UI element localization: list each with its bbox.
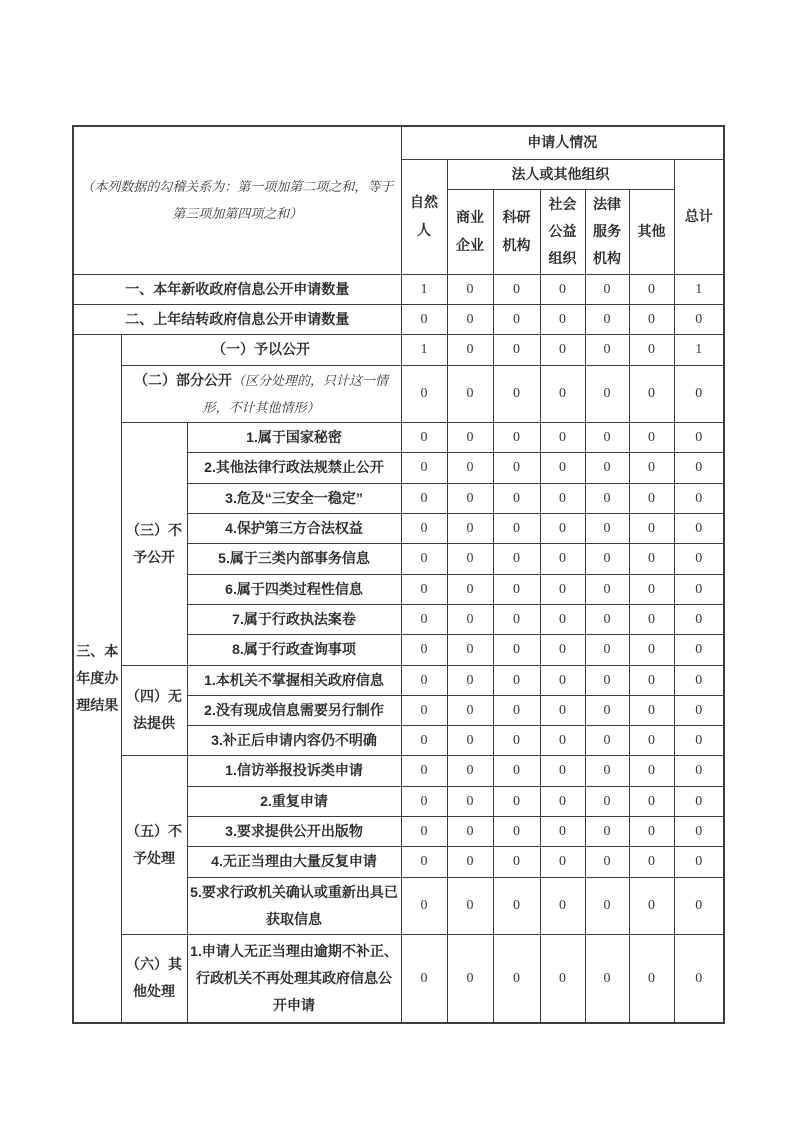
value-cell: 0 — [401, 786, 447, 816]
disclosure-application-table — [72, 125, 725, 1024]
value-cell: 0 — [629, 274, 674, 304]
value-cell: 0 — [493, 726, 540, 756]
row-label: （一）予以公开 — [121, 335, 401, 365]
group-label-not-disclosed: （三）不予公开 — [121, 423, 187, 665]
value-cell: 0 — [447, 604, 493, 634]
value-cell: 0 — [401, 635, 447, 665]
value-cell: 0 — [674, 756, 724, 786]
row-label: 5.属于三类内部事务信息 — [187, 544, 401, 574]
row-label: 1.属于国家秘密 — [187, 423, 401, 453]
value-cell: 0 — [629, 304, 674, 334]
value-cell: 0 — [540, 514, 585, 544]
col-header-other: 其他 — [629, 189, 674, 274]
header-applicant-situation: 申请人情况 — [401, 126, 724, 159]
value-cell: 0 — [447, 635, 493, 665]
section-annual-results-label: 三、本年度办理结果 — [73, 335, 121, 1023]
table-corner-note — [73, 126, 401, 274]
value-cell: 0 — [585, 423, 629, 453]
value-cell: 0 — [493, 665, 540, 695]
row-label: 3.危及“三安全一稳定” — [187, 483, 401, 513]
value-cell: 0 — [540, 365, 585, 423]
value-cell: 0 — [447, 274, 493, 304]
value-cell: 0 — [674, 365, 724, 423]
value-cell: 0 — [401, 817, 447, 847]
value-cell: 0 — [585, 817, 629, 847]
value-cell: 0 — [493, 514, 540, 544]
value-cell: 0 — [585, 695, 629, 725]
value-cell: 0 — [629, 877, 674, 935]
value-cell: 0 — [629, 817, 674, 847]
value-cell: 0 — [493, 423, 540, 453]
table-row — [73, 304, 724, 334]
value-cell: 0 — [447, 877, 493, 935]
value-cell: 0 — [447, 574, 493, 604]
value-cell: 0 — [674, 695, 724, 725]
col-header-total: 总计 — [674, 159, 724, 274]
table-row — [73, 756, 724, 786]
value-cell: 0 — [540, 877, 585, 935]
value-cell: 0 — [447, 423, 493, 453]
col-header-legal-service-org: 法律服务机构 — [585, 189, 629, 274]
value-cell: 0 — [447, 544, 493, 574]
value-cell: 0 — [629, 756, 674, 786]
value-cell: 0 — [493, 847, 540, 877]
value-cell: 1 — [401, 274, 447, 304]
value-cell: 0 — [674, 514, 724, 544]
table-row — [73, 935, 724, 1023]
value-cell: 0 — [447, 365, 493, 423]
value-cell: 0 — [674, 544, 724, 574]
table-row — [73, 665, 724, 695]
value-cell: 0 — [674, 574, 724, 604]
value-cell: 0 — [629, 574, 674, 604]
value-cell: 0 — [540, 453, 585, 483]
value-cell: 0 — [540, 574, 585, 604]
value-cell: 0 — [674, 453, 724, 483]
row-label-note: （区分处理的，只计这一情形，不计其他情形） — [202, 372, 388, 415]
value-cell: 0 — [629, 483, 674, 513]
value-cell: 0 — [585, 365, 629, 423]
value-cell: 0 — [674, 847, 724, 877]
value-cell: 0 — [540, 726, 585, 756]
value-cell: 0 — [493, 877, 540, 935]
value-cell: 0 — [629, 365, 674, 423]
value-cell: 0 — [540, 604, 585, 634]
value-cell: 0 — [493, 604, 540, 634]
value-cell: 0 — [447, 453, 493, 483]
value-cell: 0 — [401, 483, 447, 513]
value-cell: 0 — [585, 847, 629, 877]
value-cell: 0 — [540, 544, 585, 574]
value-cell: 0 — [493, 635, 540, 665]
value-cell: 0 — [447, 514, 493, 544]
value-cell: 0 — [629, 453, 674, 483]
value-cell: 0 — [493, 756, 540, 786]
row-label: 1.本机关不掌握相关政府信息 — [187, 665, 401, 695]
value-cell: 0 — [447, 695, 493, 725]
value-cell: 0 — [401, 877, 447, 935]
value-cell: 0 — [585, 304, 629, 334]
value-cell: 0 — [401, 665, 447, 695]
value-cell: 0 — [401, 604, 447, 634]
table-row — [73, 423, 724, 453]
value-cell: 0 — [585, 877, 629, 935]
value-cell: 0 — [493, 574, 540, 604]
row-label: 3.补正后申请内容仍不明确 — [187, 726, 401, 756]
value-cell: 0 — [401, 544, 447, 574]
row-label: 二、上年结转政府信息公开申请数量 — [73, 304, 401, 334]
value-cell: 0 — [585, 274, 629, 304]
value-cell: 0 — [447, 665, 493, 695]
row-label: 6.属于四类过程性信息 — [187, 574, 401, 604]
value-cell: 0 — [674, 817, 724, 847]
row-label: 5.要求行政机关确认或重新出具已获取信息 — [187, 877, 401, 935]
value-cell: 0 — [540, 756, 585, 786]
value-cell: 0 — [401, 756, 447, 786]
col-header-social-welfare-org: 社会公益组织 — [540, 189, 585, 274]
value-cell: 0 — [493, 335, 540, 365]
value-cell: 0 — [493, 935, 540, 1023]
table-row — [73, 274, 724, 304]
row-label: 1.申请人无正当理由逾期不补正、行政机关不再处理其政府信息公开申请 — [187, 935, 401, 1023]
value-cell: 0 — [540, 274, 585, 304]
value-cell: 0 — [585, 574, 629, 604]
value-cell: 0 — [585, 635, 629, 665]
group-label-other-processing: （六）其他处理 — [121, 935, 187, 1023]
row-label: 1.信访举报投诉类申请 — [187, 756, 401, 786]
col-header-research-institution: 科研机构 — [493, 189, 540, 274]
value-cell: 0 — [447, 847, 493, 877]
value-cell: 0 — [585, 665, 629, 695]
value-cell: 0 — [629, 635, 674, 665]
value-cell: 0 — [629, 604, 674, 634]
value-cell: 0 — [585, 604, 629, 634]
header-legal-org-group: 法人或其他组织 — [447, 159, 674, 189]
value-cell: 0 — [447, 304, 493, 334]
value-cell: 0 — [401, 574, 447, 604]
value-cell: 0 — [629, 544, 674, 574]
row-label: 3.要求提供公开出版物 — [187, 817, 401, 847]
value-cell: 0 — [540, 665, 585, 695]
table-row — [73, 335, 724, 365]
value-cell: 0 — [629, 423, 674, 453]
value-cell: 0 — [447, 483, 493, 513]
value-cell: 1 — [674, 274, 724, 304]
value-cell: 0 — [493, 695, 540, 725]
value-cell: 0 — [629, 786, 674, 816]
value-cell: 0 — [585, 514, 629, 544]
value-cell: 0 — [629, 726, 674, 756]
value-cell: 0 — [540, 304, 585, 334]
value-cell: 0 — [447, 935, 493, 1023]
value-cell: 1 — [674, 335, 724, 365]
value-cell: 0 — [585, 335, 629, 365]
value-cell: 0 — [674, 726, 724, 756]
value-cell: 0 — [674, 635, 724, 665]
value-cell: 0 — [401, 304, 447, 334]
value-cell: 0 — [585, 756, 629, 786]
value-cell: 0 — [674, 604, 724, 634]
value-cell: 0 — [401, 365, 447, 423]
row-label: 2.其他法律行政法规禁止公开 — [187, 453, 401, 483]
value-cell: 0 — [493, 786, 540, 816]
value-cell: 0 — [629, 695, 674, 725]
value-cell: 0 — [447, 817, 493, 847]
value-cell: 0 — [585, 726, 629, 756]
row-label: 2.没有现成信息需要另行制作 — [187, 695, 401, 725]
value-cell: 0 — [585, 935, 629, 1023]
value-cell: 0 — [540, 817, 585, 847]
corner-note-text: （本列数据的勾稽关系为：第一项加第二项之和，等于第三项加第四项之和） — [81, 179, 394, 222]
row-label: 一、本年新收政府信息公开申请数量 — [73, 274, 401, 304]
value-cell: 0 — [674, 423, 724, 453]
value-cell: 0 — [401, 423, 447, 453]
value-cell: 0 — [540, 695, 585, 725]
value-cell: 0 — [585, 483, 629, 513]
value-cell: 0 — [493, 304, 540, 334]
value-cell: 0 — [674, 304, 724, 334]
value-cell: 0 — [401, 514, 447, 544]
row-label: 8.属于行政查询事项 — [187, 635, 401, 665]
row-label — [121, 365, 401, 423]
value-cell: 0 — [585, 453, 629, 483]
value-cell: 0 — [447, 726, 493, 756]
value-cell: 0 — [493, 274, 540, 304]
value-cell: 0 — [493, 483, 540, 513]
row-label-text: （二）部分公开 — [133, 371, 232, 388]
value-cell: 0 — [629, 665, 674, 695]
group-label-not-processed: （五）不予处理 — [121, 756, 187, 935]
value-cell: 0 — [540, 423, 585, 453]
value-cell: 0 — [540, 935, 585, 1023]
value-cell: 0 — [540, 786, 585, 816]
value-cell: 0 — [585, 544, 629, 574]
row-label: 2.重复申请 — [187, 786, 401, 816]
value-cell: 0 — [674, 665, 724, 695]
value-cell: 0 — [540, 483, 585, 513]
value-cell: 0 — [629, 335, 674, 365]
value-cell: 0 — [401, 726, 447, 756]
value-cell: 0 — [401, 695, 447, 725]
value-cell: 0 — [540, 635, 585, 665]
value-cell: 0 — [540, 335, 585, 365]
value-cell: 0 — [629, 935, 674, 1023]
value-cell: 0 — [629, 514, 674, 544]
col-header-commercial-enterprise: 商业企业 — [447, 189, 493, 274]
value-cell: 0 — [674, 877, 724, 935]
value-cell: 0 — [447, 756, 493, 786]
row-label: 4.无正当理由大量反复申请 — [187, 847, 401, 877]
value-cell: 0 — [674, 483, 724, 513]
table-row — [73, 365, 724, 423]
row-label: 4.保护第三方合法权益 — [187, 514, 401, 544]
value-cell: 0 — [540, 847, 585, 877]
value-cell: 0 — [401, 847, 447, 877]
value-cell: 0 — [493, 365, 540, 423]
value-cell: 0 — [493, 453, 540, 483]
value-cell: 1 — [401, 335, 447, 365]
value-cell: 0 — [629, 847, 674, 877]
value-cell: 0 — [585, 786, 629, 816]
value-cell: 0 — [674, 935, 724, 1023]
value-cell: 0 — [447, 786, 493, 816]
value-cell: 0 — [401, 453, 447, 483]
value-cell: 0 — [493, 544, 540, 574]
row-label: 7.属于行政执法案卷 — [187, 604, 401, 634]
value-cell: 0 — [674, 786, 724, 816]
group-label-unable-to-provide: （四）无法提供 — [121, 665, 187, 756]
col-header-natural-person: 自然人 — [401, 159, 447, 274]
value-cell: 0 — [447, 335, 493, 365]
value-cell: 0 — [493, 817, 540, 847]
value-cell: 0 — [401, 935, 447, 1023]
